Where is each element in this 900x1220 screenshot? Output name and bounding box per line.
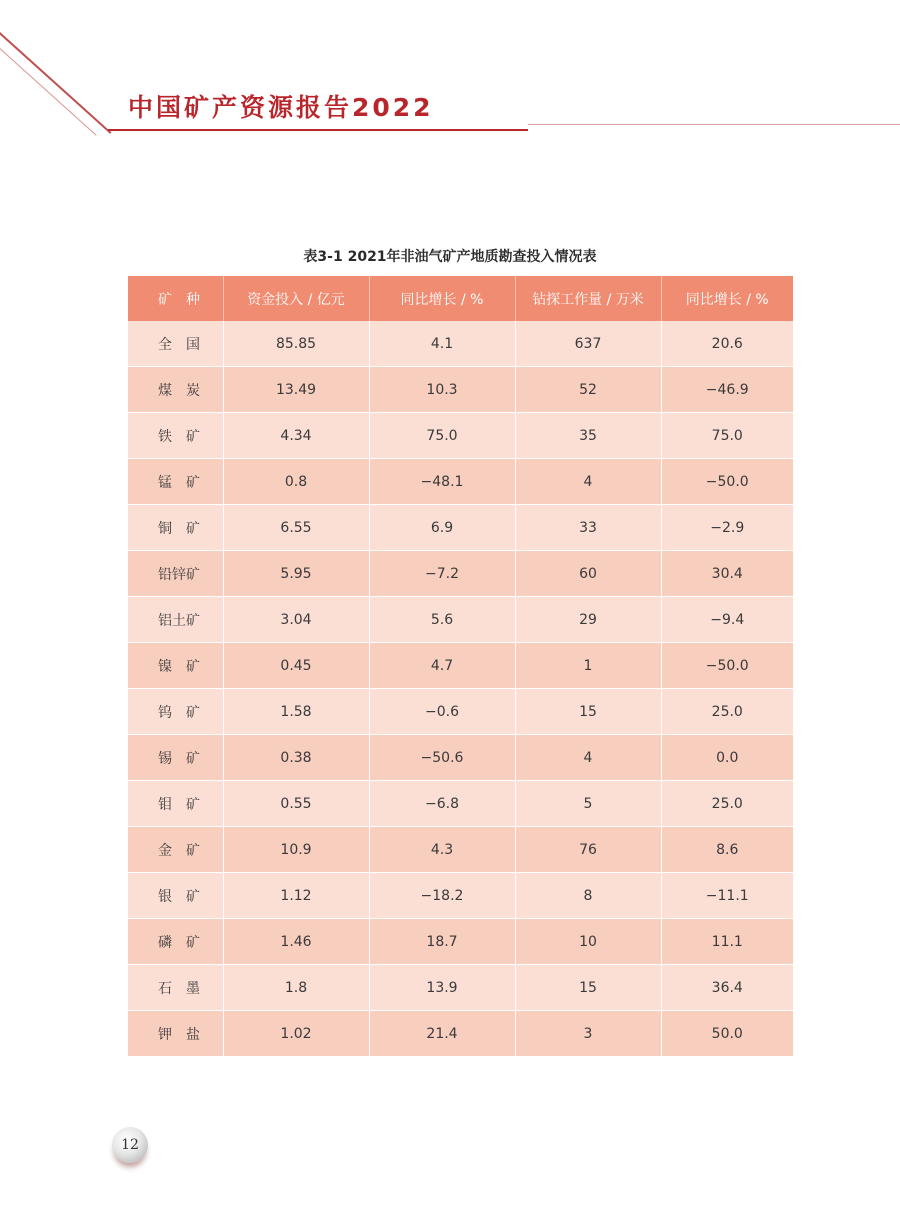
cell-mineral: 铝土矿 [128,597,223,643]
header-rule-thin [528,124,900,125]
table-row [128,413,793,459]
table-row [128,643,793,689]
cell-investment-growth: 10.3 [369,367,515,413]
cell-drilling: 637 [515,321,661,367]
cell-investment-growth: −7.2 [369,551,515,597]
cell-mineral: 银 矿 [128,873,223,919]
cell-drilling: 76 [515,827,661,873]
table-row [128,689,793,735]
cell-mineral: 铅锌矿 [128,551,223,597]
cell-investment-growth: −50.6 [369,735,515,781]
cell-investment: 1.12 [223,873,369,919]
cell-investment-growth: 18.7 [369,919,515,965]
cell-drilling: 60 [515,551,661,597]
cell-mineral: 铁 矿 [128,413,223,459]
cell-investment-growth: 4.7 [369,643,515,689]
cell-drilling-growth: 25.0 [661,689,793,735]
table-row [128,367,793,413]
cell-investment: 85.85 [223,321,369,367]
cell-mineral: 锡 矿 [128,735,223,781]
column-header-investment-growth: 同比增长 / % [369,276,515,321]
cell-drilling: 15 [515,965,661,1011]
cell-mineral: 钼 矿 [128,781,223,827]
cell-drilling-growth: −9.4 [661,597,793,643]
decorative-diagonal-line [0,32,111,134]
cell-investment-growth: 5.6 [369,597,515,643]
table-row [128,781,793,827]
cell-drilling-growth: 11.1 [661,919,793,965]
cell-drilling: 29 [515,597,661,643]
table-row [128,965,793,1011]
cell-investment-growth: 13.9 [369,965,515,1011]
table-body [128,321,793,1057]
cell-mineral: 镍 矿 [128,643,223,689]
cell-investment-growth: 75.0 [369,413,515,459]
table-row [128,551,793,597]
table-caption: 表3-1 2021年非油气矿产地质勘查投入情况表 [303,249,597,265]
cell-investment-growth: 6.9 [369,505,515,551]
cell-drilling-growth: 25.0 [661,781,793,827]
cell-investment: 10.9 [223,827,369,873]
cell-mineral: 全 国 [128,321,223,367]
cell-drilling: 15 [515,689,661,735]
cell-mineral: 金 矿 [128,827,223,873]
column-header-mineral: 矿 种 [128,276,223,321]
cell-investment-growth: 21.4 [369,1011,515,1057]
cell-mineral: 磷 矿 [128,919,223,965]
table-row [128,505,793,551]
cell-drilling-growth: 30.4 [661,551,793,597]
decorative-diagonal-line [0,48,97,136]
cell-drilling-growth: 50.0 [661,1011,793,1057]
cell-drilling: 10 [515,919,661,965]
cell-investment: 6.55 [223,505,369,551]
table-row [128,827,793,873]
cell-investment: 4.34 [223,413,369,459]
cell-drilling: 3 [515,1011,661,1057]
page-number-badge [112,1127,148,1163]
cell-investment: 1.02 [223,1011,369,1057]
report-title: 中国矿产资源报告2022 [128,93,434,122]
cell-drilling: 35 [515,413,661,459]
cell-investment-growth: −18.2 [369,873,515,919]
exploration-investment-table [128,276,793,1057]
cell-drilling-growth: 75.0 [661,413,793,459]
table-row [128,873,793,919]
table-row [128,1011,793,1057]
cell-mineral: 石 墨 [128,965,223,1011]
cell-mineral: 钨 矿 [128,689,223,735]
cell-drilling: 8 [515,873,661,919]
table-row [128,321,793,367]
cell-mineral: 钾 盐 [128,1011,223,1057]
table-row [128,597,793,643]
table-row [128,459,793,505]
cell-mineral: 铜 矿 [128,505,223,551]
header-rule [108,129,528,131]
cell-investment-growth: 4.3 [369,827,515,873]
cell-drilling-growth: 20.6 [661,321,793,367]
cell-drilling: 1 [515,643,661,689]
cell-investment-growth: −48.1 [369,459,515,505]
cell-investment-growth: 4.1 [369,321,515,367]
cell-drilling-growth: −50.0 [661,459,793,505]
cell-investment-growth: −6.8 [369,781,515,827]
column-header-investment: 资金投入 / 亿元 [223,276,369,321]
cell-drilling-growth: −2.9 [661,505,793,551]
cell-investment: 3.04 [223,597,369,643]
cell-investment: 0.8 [223,459,369,505]
cell-drilling-growth: 0.0 [661,735,793,781]
cell-investment: 1.58 [223,689,369,735]
cell-drilling: 33 [515,505,661,551]
cell-investment: 0.55 [223,781,369,827]
cell-drilling-growth: −11.1 [661,873,793,919]
cell-drilling-growth: −46.9 [661,367,793,413]
column-header-drilling-growth: 同比增长 / % [661,276,793,321]
table-row [128,919,793,965]
cell-investment-growth: −0.6 [369,689,515,735]
table-header-row [128,276,793,321]
cell-investment: 1.8 [223,965,369,1011]
table-row [128,735,793,781]
column-header-drilling: 钻探工作量 / 万米 [515,276,661,321]
cell-drilling-growth: 36.4 [661,965,793,1011]
cell-investment: 1.46 [223,919,369,965]
cell-drilling: 4 [515,459,661,505]
cell-drilling: 5 [515,781,661,827]
cell-mineral: 煤 炭 [128,367,223,413]
cell-drilling-growth: −50.0 [661,643,793,689]
cell-drilling: 4 [515,735,661,781]
cell-drilling-growth: 8.6 [661,827,793,873]
page-number: 12 [121,1137,139,1153]
cell-drilling: 52 [515,367,661,413]
cell-investment: 5.95 [223,551,369,597]
cell-investment: 0.45 [223,643,369,689]
cell-investment: 0.38 [223,735,369,781]
cell-mineral: 锰 矿 [128,459,223,505]
cell-investment: 13.49 [223,367,369,413]
